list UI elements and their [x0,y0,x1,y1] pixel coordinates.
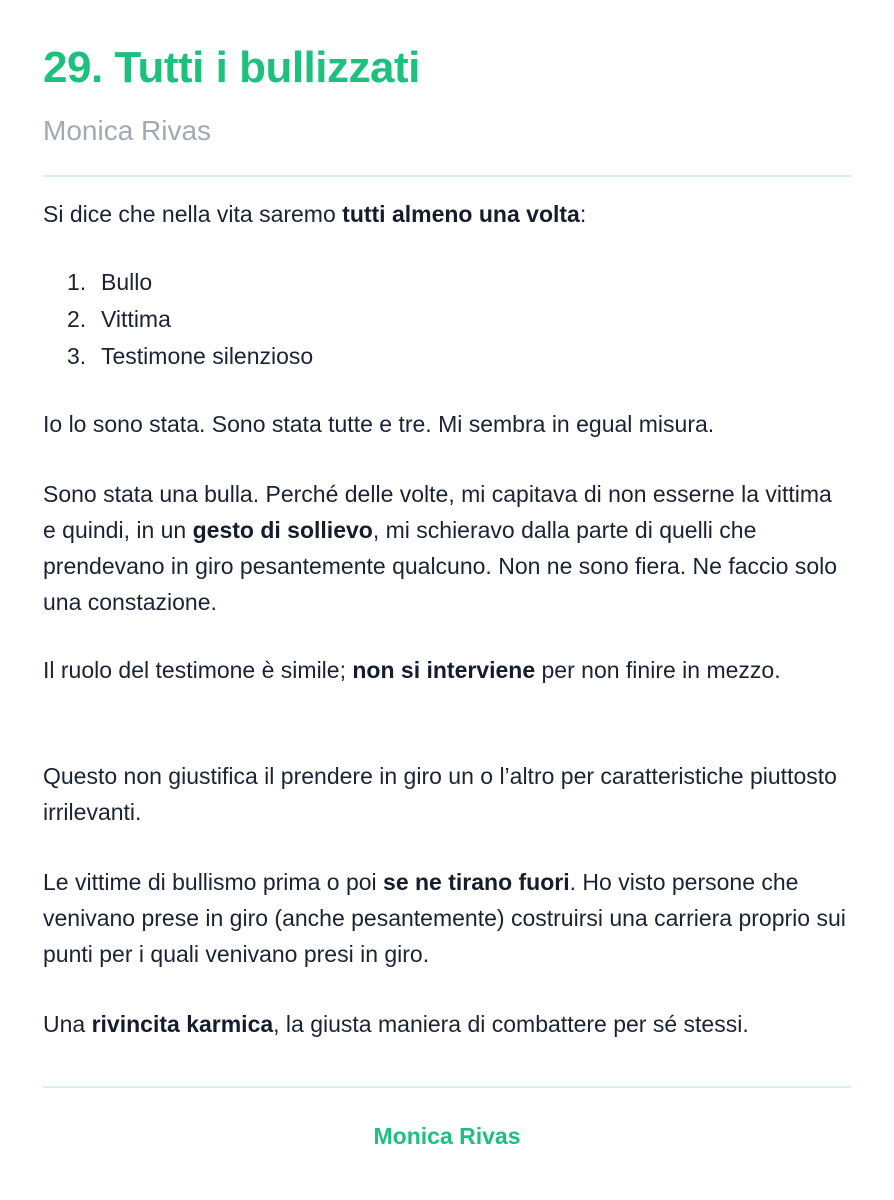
top-divider [43,175,851,177]
numbered-list [43,264,313,375]
bold-phrase: tutti almeno una volta [342,201,580,227]
paragraph: Una rivincita karmica, la giusta maniera di combattere per sé stessi. [43,1011,749,1037]
bold-phrase: rivincita karmica [91,1011,274,1037]
list-item: 1. Bullo [67,269,153,295]
paragraph: Questo non giustifica il prendere in giro un o l’altro per caratteristiche piuttosto irrilevanti. [43,763,837,825]
list-item: 2. Vittima [67,306,171,332]
paragraph: Sono stata una bulla. Perché delle volte, mi capitava di non esserne la vittima e quindi, in un gesto di sollievo, mi schieravo dalla parte di quelli che prendevano in giro pesantemente qualcuno. Non ne sono fiera. Ne faccio solo una constazione. [43,481,838,615]
bold-phrase: se ne tirano fuori [383,869,570,895]
footer-author: Monica Rivas [373,1123,521,1149]
paragraph: Io lo sono stata. Sono stata tutte e tre. Mi sembra in egual misura. [43,411,715,437]
author-name: Monica Rivas [43,115,212,146]
paragraph: Le vittime di bullismo prima o poi se ne tirano fuori. Ho visto persone che venivano prese in giro (anche pesantemente) costruirsi una carriera proprio sui punti per i quali venivano presi in giro. [43,869,846,967]
bold-phrase: non si interviene [352,657,536,683]
page-title: 29. Tutti i bullizzati [43,43,420,92]
paragraph: Il ruolo del testimone è simile; non si interviene per non finire in mezzo. [43,657,781,683]
list-item: 3. Testimone silenzioso [67,343,314,369]
paragraph-intro: Si dice che nella vita saremo tutti almeno una volta: [43,201,587,227]
bottom-divider [43,1086,851,1088]
bold-phrase: gesto di sollievo [192,517,373,543]
